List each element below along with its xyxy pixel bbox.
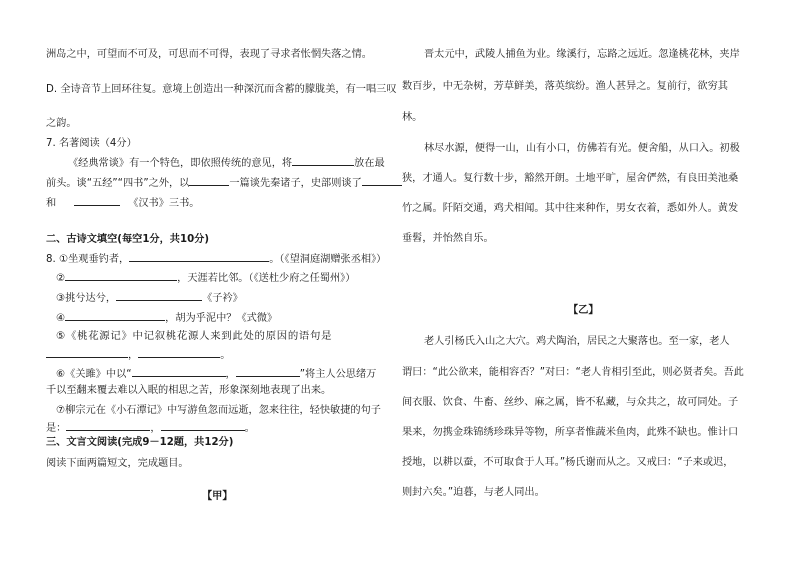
text-segment: ”将主人公思绪万 (299, 369, 377, 380)
text-segment: 是： (46, 423, 67, 434)
passage-jia-line: 竹之属。阡陌交通，鸡犬相闻。其中往来种作，男女衣着，悉如外人。黄发 (402, 203, 739, 214)
passage-jia-line: 数百步，中无杂树，芳草鲜美，落英缤纷。渔人甚异之。复前行，欲穷其 (402, 81, 728, 92)
text-segment: 和 (46, 198, 57, 209)
passage-yi-line: 谓曰：“此公欲来，能相容否？”对曰：“老人肯相引至此，则必贤者矣。吾此 (402, 367, 744, 378)
text-segment: 。 (244, 423, 255, 434)
passage-yi-line: 老人引杨氏入山之大穴。鸡犬陶治，居民之大聚落也。至一家，老人 (424, 336, 730, 347)
section-3-title: 三、文言文阅读(完成9－12题，共12分) (46, 437, 234, 448)
answer-blank[interactable] (66, 420, 150, 431)
text-line: 洲岛之中，可望而不可及，可思而不可得，表现了寻求者怅惘失落之情。 (46, 49, 372, 60)
answer-blank[interactable] (65, 270, 177, 281)
passage-yi-line: 授地，以耕以蚕，不可取食于人耳。”杨氏谢而从之。又戒曰：“子来或迟， (402, 457, 734, 468)
text-segment: 前头。谈“五经”“四书”之外，以 (46, 178, 190, 189)
passage-jia-label: 【甲】 (202, 491, 233, 502)
question-8-item3 (56, 290, 243, 306)
text-segment: 放在最 (354, 158, 385, 169)
text-segment: ， (225, 369, 236, 380)
text-segment: ③挑兮达兮， (56, 293, 117, 304)
text-segment: ，胡为乎泥中？《式微》 (165, 313, 278, 324)
text-segment: 《子衿》 (202, 293, 243, 304)
question-8-item7: ⑦柳宗元在《小石潭记》中写游鱼忽而远逝，忽来往往，轻快敏捷的句子 (56, 405, 381, 416)
passage-jia-line: 林。 (402, 112, 423, 123)
answer-blank[interactable] (292, 155, 354, 166)
question-7-line1 (68, 155, 385, 171)
passage-jia-line: 林尽水源，便得一山，山有小口，仿佛若有光。便舍船，从口入。初极 (424, 143, 740, 154)
question-8-item6 (56, 366, 376, 382)
text-segment: 8. ①坐观垂钓者， (46, 254, 130, 265)
answer-blank[interactable] (116, 290, 202, 301)
question-7-title: 7. 名著阅读（4分） (46, 138, 137, 149)
answer-blank[interactable] (161, 420, 245, 431)
question-7-line2 (46, 175, 402, 191)
text-segment: 《汉书》三书。 (128, 198, 200, 209)
section-3-intro: 阅读下面两篇短文，完成题目。 (46, 458, 189, 469)
text-segment: 《经典常谈》有一个特色，即依照传统的意见，将 (68, 158, 293, 169)
text-segment: ⑥《关雎》中以“ (56, 369, 132, 380)
passage-yi-line: 间衣服、饮食、牛畜、丝纱、麻之属，皆不私藏，与众共之，故可同处。子 (402, 397, 739, 408)
answer-blank[interactable] (65, 310, 165, 321)
answer-blank[interactable] (129, 251, 269, 262)
text-segment: 。（《望洞庭湖赠张丞相》） (269, 254, 387, 265)
answer-blank[interactable] (236, 366, 300, 377)
passage-jia-line: 狭，才通人。复行数十步，豁然开朗。土地平旷，屋舍俨然，有良田美池桑 (402, 173, 739, 184)
text-segment: ② (56, 273, 66, 284)
passage-jia-line: 晋太元中，武陵人捕鱼为业。缘溪行，忘路之远近。忽逢桃花林，夹岸 (424, 49, 740, 60)
passage-jia-line: 垂髫，并怡然自乐。 (402, 233, 494, 244)
option-d-line1: D. 全诗音节上回环往复。意境上创造出一种深沉而含蓄的朦胧美，有一唱三叹 (46, 84, 397, 95)
question-8-item1 (46, 251, 386, 267)
question-8-item7-answer (46, 420, 255, 436)
passage-yi-line: 则封六矣。”迫暮，与老人同出。 (402, 487, 545, 498)
question-8-item6-line2: 千以至翻来覆去难以入眠的相思之苦，形象深刻地表现了出来。 (46, 385, 332, 396)
question-8-item2 (56, 270, 355, 286)
answer-blank[interactable] (138, 347, 220, 358)
question-8-item5: ⑤《桃花源记》中记叙桃花源人来到此处的原因的语句是 (56, 330, 333, 342)
question-8-item5-answer (46, 347, 230, 363)
question-8-item4 (56, 310, 277, 326)
passage-yi-label: 【乙】 (568, 305, 599, 316)
answer-blank[interactable] (362, 175, 402, 186)
text-line: 之韵。 (46, 118, 77, 129)
question-7-line3 (46, 195, 200, 211)
section-2-title: 二、古诗文填空(每空1分，共10分) (46, 234, 210, 245)
answer-blank[interactable] (74, 195, 120, 206)
text-segment: 一篇谈先秦诸子，史部则谈了 (229, 178, 362, 189)
text-segment: ④ (56, 313, 66, 324)
passage-yi-line: 果来，勿携金珠锦绣珍珠异等物，所享者惟蔬米鱼肉，此殊不缺也。惟计口 (402, 427, 739, 438)
text-segment: 。 (220, 350, 231, 361)
answer-blank[interactable] (189, 175, 229, 186)
text-segment: ， (150, 423, 161, 434)
text-segment: ，天涯若比邻。（《送杜少府之任蜀州》） (177, 273, 356, 284)
answer-blank[interactable] (132, 366, 226, 377)
text-segment: ， (128, 350, 139, 361)
answer-blank[interactable] (46, 347, 128, 358)
